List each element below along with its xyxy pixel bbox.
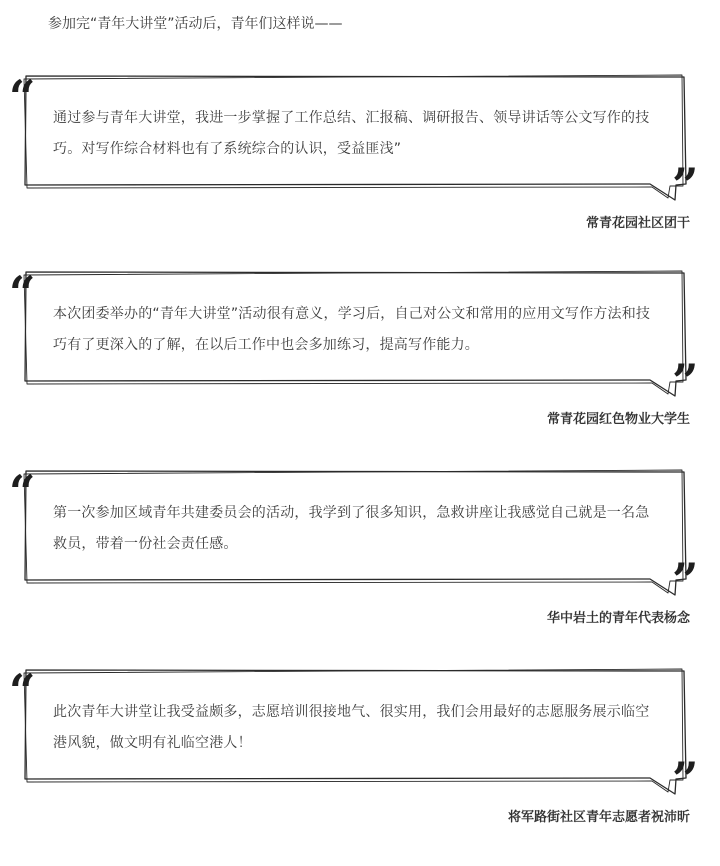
close-quote-icon: ” [672, 158, 699, 212]
testimonial-text: 通过参与青年大讲堂，我进一步掌握了工作总结、汇报稿、调研报告、领导讲话等公文写作的技巧。对写作综合材料也有了系统综合的认识，受益匪浅” [53, 110, 650, 157]
testimonial-card [0, 467, 720, 667]
testimonial-text: 第一次参加区域青年共建委员会的活动，我学到了很多知识，急救讲座让我感觉自己就是一名急救员，带着一份社会责任感。 [53, 505, 650, 552]
testimonial-author: 常青花园红色物业大学生 [546, 412, 690, 427]
open-quote-icon: “ [9, 70, 36, 124]
testimonial-card [0, 666, 720, 866]
intro-text: 参加完“青年大讲堂”活动后，青年们这样说—— [48, 16, 343, 32]
testimonial-text: 本次团委举办的“青年大讲堂”活动很有意义，学习后，自己对公文和常用的应用文写作方法和技巧有了更深入的了解，在以后工作中也会多加练习，提高写作能力。 [53, 306, 651, 353]
testimonial-author: 将军路街社区青年志愿者祝沛昕 [507, 810, 690, 825]
testimonial-author: 华中岩土的青年代表杨念 [546, 611, 690, 626]
open-quote-icon: “ [9, 465, 36, 519]
close-quote-icon: ” [672, 752, 699, 806]
testimonial-text: 此次青年大讲堂让我受益颇多，志愿培训很接地气、很实用，我们会用最好的志愿服务展示临空港风貌，做文明有礼临空港人！ [53, 704, 650, 751]
testimonial-card [0, 268, 720, 468]
close-quote-icon: ” [672, 553, 699, 607]
testimonial-card [0, 72, 720, 272]
open-quote-icon: “ [9, 664, 36, 718]
close-quote-icon: ” [672, 354, 699, 408]
testimonial-author: 常青花园社区团干 [585, 216, 690, 231]
open-quote-icon: “ [9, 266, 36, 320]
